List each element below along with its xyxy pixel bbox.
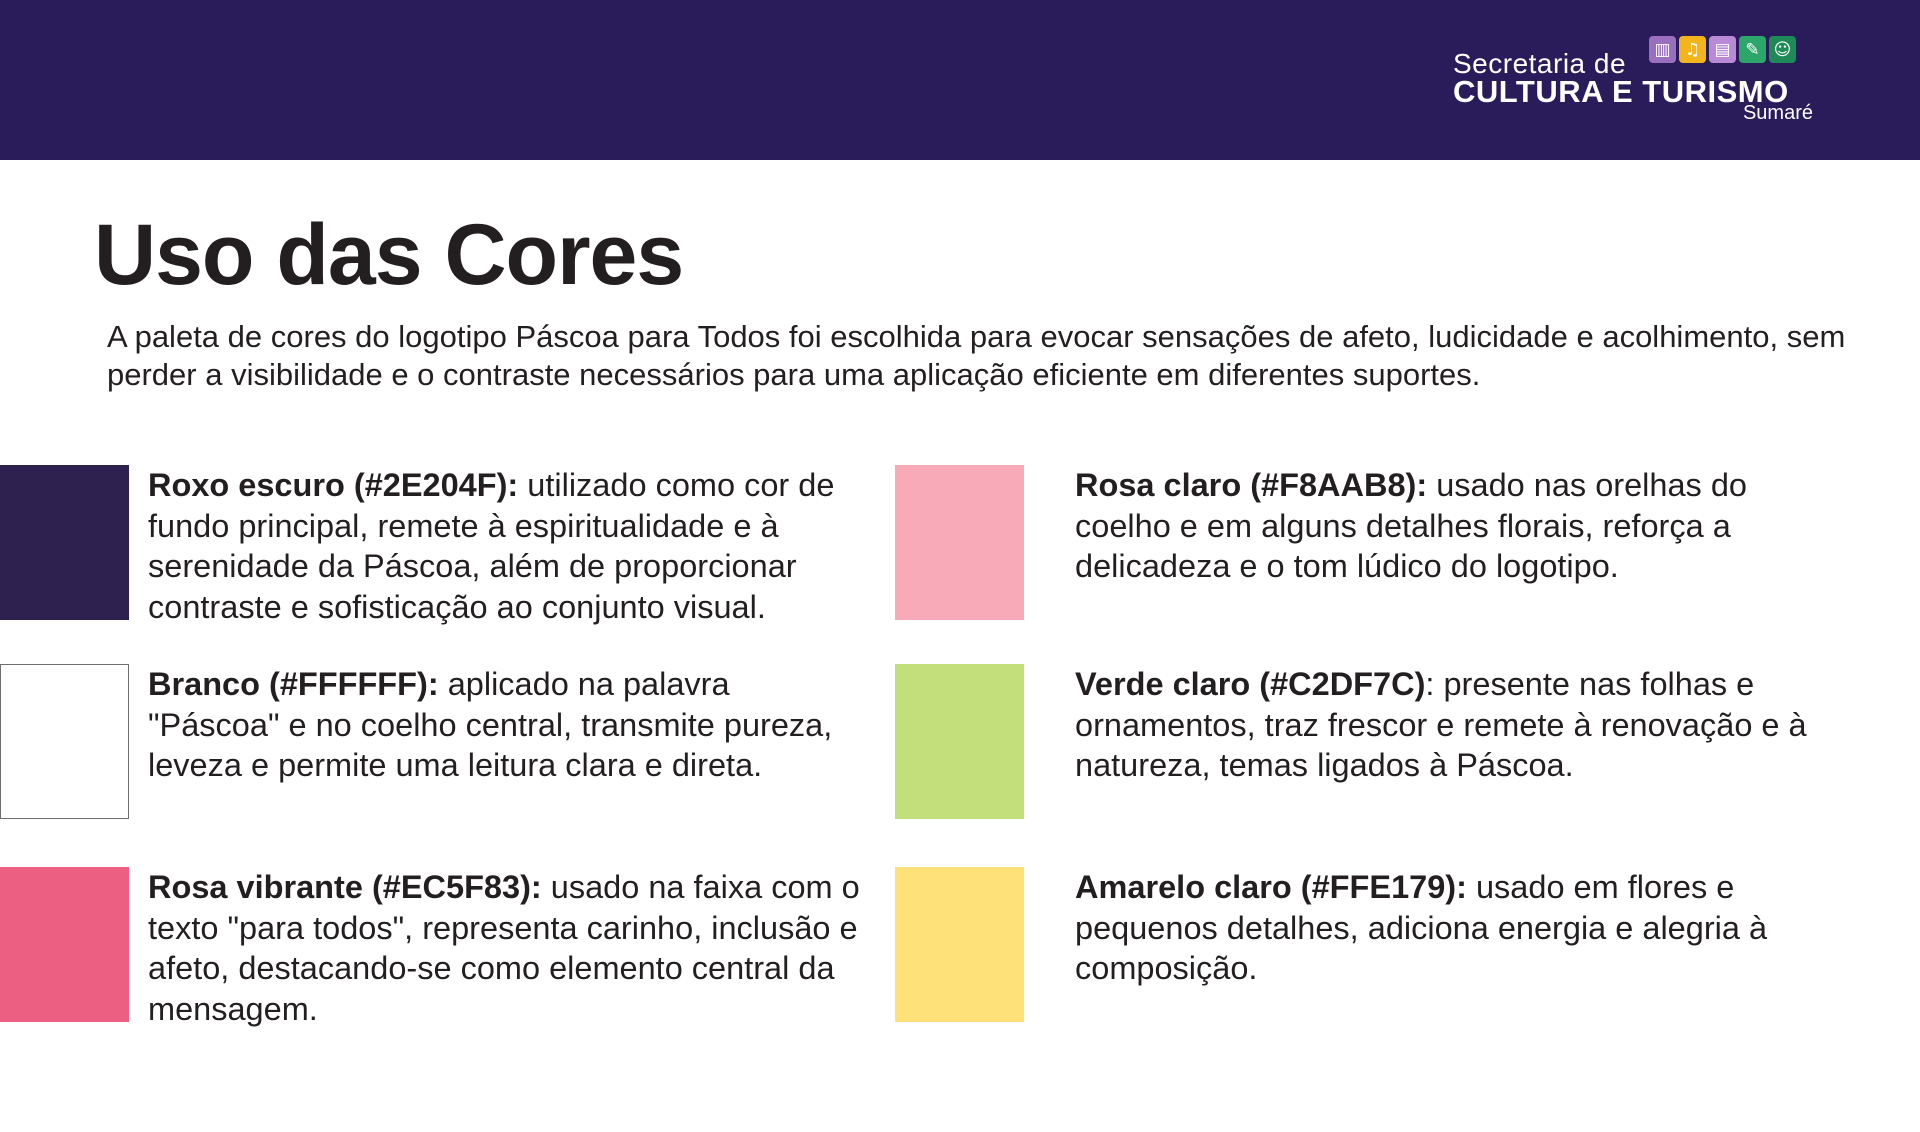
- page-title: Uso das Cores: [94, 207, 684, 303]
- color-description: [1075, 867, 1815, 989]
- color-label: Rosa vibrante (#EC5F83):: [148, 869, 542, 905]
- color-swatch: [895, 465, 1024, 620]
- film-icon: ▤: [1709, 36, 1736, 63]
- color-label: Rosa claro (#F8AAB8):: [1075, 467, 1428, 503]
- logo-line1: Secretaria de: [1453, 48, 1627, 79]
- color-label: Verde claro (#C2DF7C): [1075, 666, 1426, 702]
- logo-icons: [1649, 36, 1796, 63]
- book-icon: ▥: [1649, 36, 1676, 63]
- color-text: : presente nas folhas e ornamentos, traz frescor e remete à renovação e à natureza, temas ligados à Páscoa.: [1075, 666, 1807, 783]
- color-text: usado em flores e pequenos detalhes, adiciona energia e alegria à composição.: [1075, 869, 1768, 986]
- color-swatch: [0, 867, 129, 1022]
- color-description: [1075, 664, 1815, 786]
- color-text: usado nas orelhas do coelho e em alguns detalhes florais, reforça a delicadeza e o tom lúdico do logotipo.: [1075, 467, 1747, 584]
- color-text: utilizado como cor de fundo principal, remete à espiritualidade e à serenidade da Páscoa, além de proporcionar contraste e sofisticação ao conjunto visual.: [148, 467, 835, 625]
- color-swatch: [895, 867, 1024, 1022]
- palette-icon: ✎: [1739, 36, 1766, 63]
- color-swatch: [0, 664, 129, 819]
- color-label: Amarelo claro (#FFE179):: [1075, 869, 1467, 905]
- theater-masks-icon: ☺: [1769, 36, 1796, 63]
- logo-line2: CULTURA E TURISMO: [1453, 74, 1789, 109]
- color-swatch: [895, 664, 1024, 819]
- color-label: Roxo escuro (#2E204F):: [148, 467, 519, 503]
- color-description: [148, 664, 868, 786]
- color-swatch: [0, 465, 129, 620]
- music-icon: ♫: [1679, 36, 1706, 63]
- intro-paragraph: A paleta de cores do logotipo Páscoa para Todos foi escolhida para evocar sensações de afeto, ludicidade e acolhimento, sem perder a visibilidade e o contraste necessários para uma aplicação eficiente em diferentes suportes.: [107, 319, 1846, 392]
- header-bar: [0, 0, 1920, 160]
- secretaria-logo: [1453, 36, 1813, 126]
- color-description: [1075, 465, 1815, 587]
- color-label: Branco (#FFFFFF):: [148, 666, 439, 702]
- color-description: [148, 867, 868, 1029]
- color-text: usado na faixa com o texto "para todos", representa carinho, inclusão e afeto, destacando-se como elemento central da mensagem.: [148, 869, 860, 1027]
- color-text: aplicado na palavra "Páscoa" e no coelho central, transmite pureza, leveza e permite uma leitura clara e direta.: [148, 666, 833, 783]
- logo-line3: Sumaré: [1742, 102, 1813, 124]
- color-description: [148, 465, 868, 627]
